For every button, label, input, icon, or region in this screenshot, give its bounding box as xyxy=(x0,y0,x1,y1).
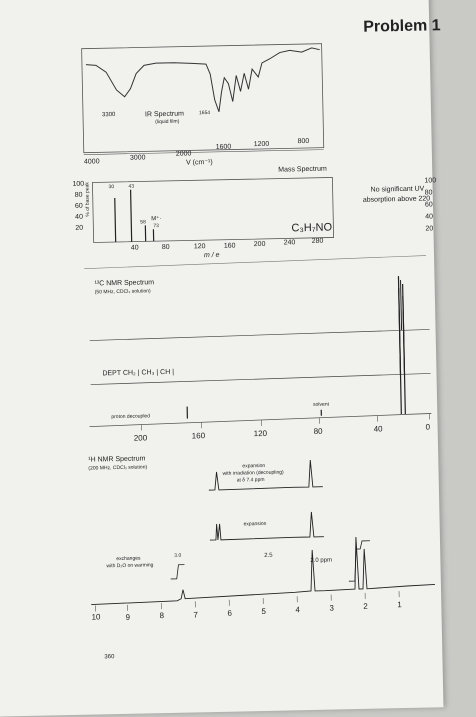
mass-ytick-100: 100 xyxy=(72,181,84,188)
ir-tick-1600: 1600 xyxy=(216,144,232,151)
page-number: 360 xyxy=(104,654,114,660)
ir-peak-3300: 3300 xyxy=(102,112,115,118)
problem-title: Problem 1 xyxy=(363,17,441,37)
mass-xtick-200: 200 xyxy=(254,241,266,248)
uv-tick-60: 60 xyxy=(425,201,433,208)
c13-xtick-120: 120 xyxy=(254,429,268,438)
h1-expansion2-label: expansion xyxy=(244,521,267,527)
mass-peak-label-30: 30 xyxy=(108,184,114,190)
c13-subtitle: (50 MHz, CDCl₃ solution) xyxy=(95,288,151,295)
mass-xtick-80: 80 xyxy=(162,244,170,251)
ir-tick-1200: 1200 xyxy=(254,141,270,148)
mass-xtick-160: 160 xyxy=(224,243,236,250)
mass-ytick-20: 20 xyxy=(75,225,83,232)
h1-exchange-line1: exchanges xyxy=(116,556,140,563)
c13-solvent-label: solvent xyxy=(313,402,329,408)
mass-y-axis-label: % of base peak xyxy=(84,182,91,217)
molecular-formula: C₃H₇NO xyxy=(291,221,332,234)
h1-xtick-2: 2 xyxy=(363,602,368,611)
h1-label-30: 3.0 xyxy=(174,553,181,559)
c13-proton-decoupled: proton decoupled xyxy=(111,413,150,420)
c13-xtick-40: 40 xyxy=(374,424,383,433)
c13-xtick-200: 200 xyxy=(134,433,148,442)
ir-axis-label: V (cm⁻¹) xyxy=(186,158,213,167)
ir-tick-3000: 3000 xyxy=(130,154,146,161)
c13-xtick-160: 160 xyxy=(192,431,206,440)
c13-title: ¹³C NMR Spectrum xyxy=(94,279,154,287)
mass-ytick-40: 40 xyxy=(75,214,83,221)
h1-exchange-line2: with D₂O on warming xyxy=(106,562,153,569)
mass-peak-label-43: 43 xyxy=(128,184,134,190)
ir-tick-800: 800 xyxy=(298,138,310,145)
c13-xtick-80: 80 xyxy=(314,427,323,436)
uv-tick-40: 40 xyxy=(425,213,433,220)
mass-peak-label-m: M⁺· xyxy=(151,215,161,222)
mass-peak-label-58: 58 xyxy=(140,219,146,225)
h1-main-trace xyxy=(90,535,435,604)
mass-xtick-240: 240 xyxy=(284,239,296,246)
mass-ytick-60: 60 xyxy=(75,203,83,210)
mass-x-label: m / e xyxy=(204,252,220,259)
h1-label-25: 2.5 xyxy=(264,553,272,559)
h1-xtick-7: 7 xyxy=(193,610,198,619)
h1-subtitle: (200 MHz, CDCl₃ solution) xyxy=(88,464,147,471)
uv-tick-20: 20 xyxy=(425,225,433,232)
uv-tick-100: 100 xyxy=(424,177,436,184)
h1-integral-alkyl xyxy=(348,541,371,581)
h1-xtick-1: 1 xyxy=(397,600,402,609)
mass-xtick-120: 120 xyxy=(194,243,206,250)
ir-tick-4000: 4000 xyxy=(84,158,100,165)
h1-xtick-10: 10 xyxy=(91,612,100,621)
h1-xtick-5: 5 xyxy=(261,607,266,616)
h1-xtick-4: 4 xyxy=(295,605,300,614)
h1-expansion1-label: expansion xyxy=(242,463,265,469)
mass-xtick-40: 40 xyxy=(131,245,139,252)
c13-dept-label: DEPT CH₂ | CH₃ | CH | xyxy=(102,369,174,377)
h1-label-20: 2.0 ppm xyxy=(310,558,332,564)
ir-peak-1654: 1654 xyxy=(199,110,210,116)
uv-note-line1: No significant UV xyxy=(371,186,425,194)
h1-xtick-9: 9 xyxy=(125,613,130,622)
uv-note-line2: absorption above 220 xyxy=(363,195,430,203)
ir-subtitle: (liquid film) xyxy=(155,119,179,126)
mass-title: Mass Spectrum xyxy=(278,166,327,174)
ir-tick-2000: 2000 xyxy=(176,150,192,157)
uv-tick-80: 80 xyxy=(425,189,433,196)
h1-xtick-3: 3 xyxy=(329,604,334,613)
h1-xtick-6: 6 xyxy=(227,609,232,618)
h1-expansion1-note: with irradiation (decoupling) xyxy=(222,470,283,477)
h1-title: ¹H NMR Spectrum xyxy=(88,455,145,463)
mass-xtick-280: 280 xyxy=(312,238,324,245)
mass-ytick-80: 80 xyxy=(75,192,83,199)
h1-xtick-8: 8 xyxy=(159,611,164,620)
mass-peak-label-73: 73 xyxy=(153,223,159,229)
ir-title: IR Spectrum xyxy=(145,111,184,119)
h1-expansion1-shift: at δ 7.4 ppm xyxy=(237,477,265,484)
c13-xtick-0: 0 xyxy=(426,422,431,431)
h1-integral-nh xyxy=(170,565,184,579)
